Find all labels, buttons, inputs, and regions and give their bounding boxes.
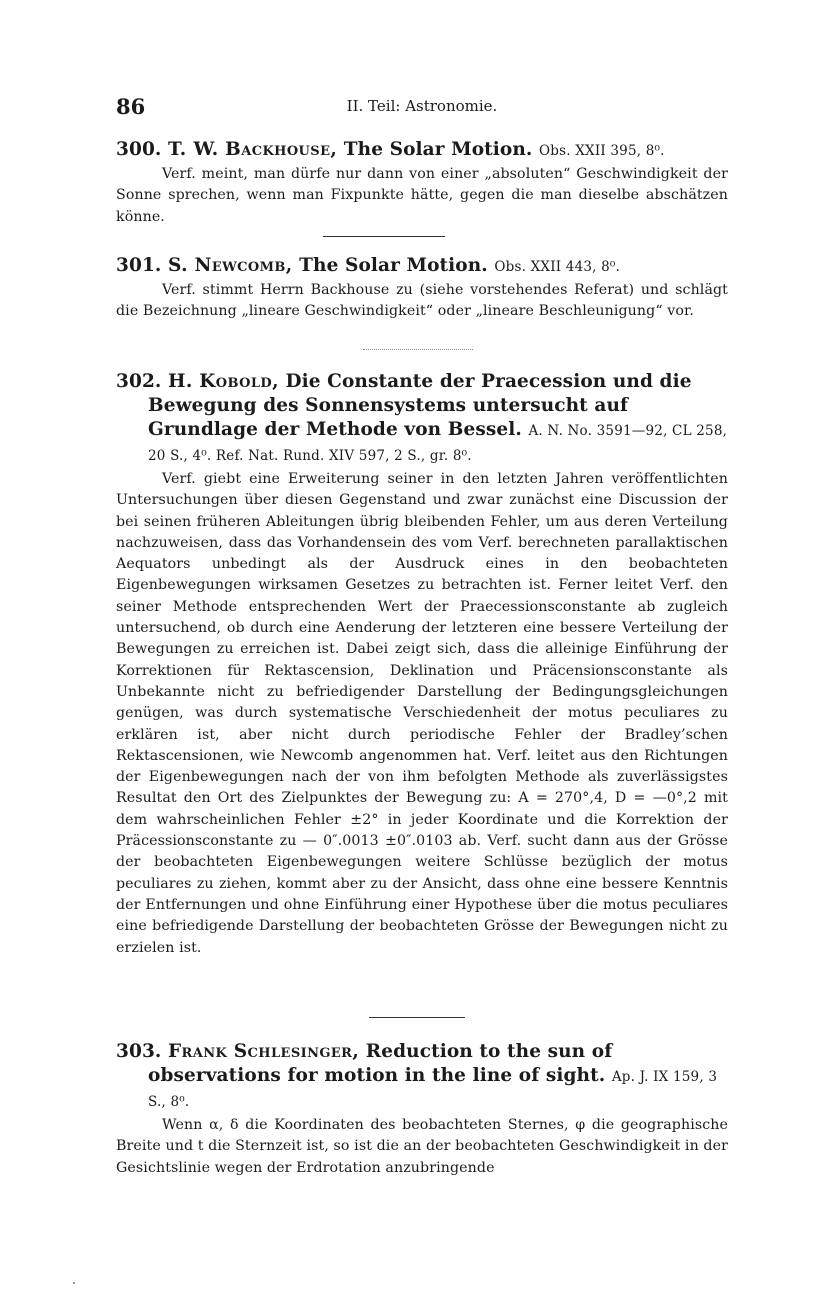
entry-abstract: Verf. stimmt Herrn Backhouse zu (siehe vorstehendes Referat) und schlägt die Bezeichnung „lineare Geschwindigkeit“ oder „lineare Beschleunigung“ vor.	[116, 282, 728, 320]
entry-author-surname: Kobold,	[199, 371, 279, 392]
entry-author-surname: Newcomb,	[194, 255, 293, 276]
entry-author-surname: Backhouse,	[225, 139, 338, 160]
entry-heading	[116, 370, 728, 468]
separator-rule	[363, 349, 473, 350]
separator-rule	[369, 1017, 465, 1018]
entry-abstract: Wenn α, δ die Koordinaten des beobachteten Sternes, φ die geographische Breite und t die Sternzeit ist, so ist die an der beobachteten Geschwindigkeit in der Gesichtslinie wegen der Erdrotation anzubringende	[116, 1117, 728, 1176]
entry-abstract: Verf. meint, man dürfe nur dann von einer „absoluten“ Geschwindigkeit der Sonne sprechen, wenn man Fixpunkte hätte, gegen die man dieselbe abschätzen könne.	[116, 166, 728, 225]
entry-author-initials: S.	[168, 255, 188, 276]
entry-reference: Ap. J. IX 159, 3 S., 8⁰.	[148, 1069, 718, 1110]
entry-abstract: Verf. giebt eine Erweiterung seiner in den letzten Jahren veröffentlichten Untersuchungen über diesen Gegenstand und zwar zunächst eine Discussion der bei seinen früheren Ableitungen übrig bleibenden Fehler, um aus deren Verteilung nachzuweisen, dass das Vorhandensein des vom Verf. berechneten parallaktischen Aequators unbedingt als der Ausdruck eines in den beobachteten Eigenbewegungen wirksamen Gesetzes zu betrachten ist. Ferner leitet Verf. den seiner Methode entsprechenden Wert der Praecessionsconstante ab zugleich untersuchend, ob durch eine Aenderung der letzteren eine bessere Verteilung der Bewegungen zu erreichen ist. Dabei zeigt sich, dass die alleinige Einführung der Korrektionen für Rektascension, Deklination und Präcensionsconstante als Unbekannte nicht zu befriedigender Darstellung der Bedingungsgleichungen genügen, was durch systematische Verschiedenheit der motus peculiares zu erklären ist, aber nicht durch periodische Fehler der Bradley’schen Rektascensionen, wie Newcomb angenommen hat. Verf. leitet aus den Richtungen der Eigenbewegungen nach der von ihm befolgten Methode als zuverlässigstes Resultat den Ort des Zielpunktes der Bewegung zu: A = 270°,4, D = —0°,2 mit dem wahrscheinlichen Fehler ±2° in jeder Koordinate und die Korrektion der Präcessionsconstante zu — 0″.0013 ±0″.0103 ab. Verf. sucht dann aus der Grösse der beobachteten Eigenbewegungen weitere Schlüsse bezüglich der motus peculiares zu ziehen, kommt aber zu der Ansicht, dass ohne eine bessere Kenntnis der Entfernungen und ohne Einführung einer Hypothese über die motus peculiares eine befriedigende Darstellung der beobachteten Grösse der Bewegungen nicht zu erzielen ist.	[116, 471, 728, 956]
entry-303	[116, 1040, 728, 1179]
entry-title: The Solar Motion.	[299, 255, 488, 276]
entry-number: 302.	[116, 371, 162, 392]
print-speck	[73, 1282, 75, 1284]
entry-author-initials: H.	[168, 371, 193, 392]
entry-301	[116, 254, 728, 323]
separator-rule	[323, 236, 445, 237]
entry-number: 300.	[116, 139, 162, 160]
entry-300	[116, 138, 728, 228]
page-number: 86	[116, 94, 146, 119]
entry-title: Die Constante der Praecession und die Bewegung des Sonnensystems untersucht auf Grundlage der Methode von Bessel.	[148, 371, 692, 440]
entry-author-surname: Schlesinger,	[233, 1041, 360, 1062]
entry-reference: Obs. XXII 443, 8⁰.	[494, 259, 621, 275]
entry-heading	[116, 1040, 728, 1114]
running-title: II. Teil: Astronomie.	[346, 97, 498, 115]
entry-302	[116, 370, 728, 959]
entry-number: 303.	[116, 1041, 162, 1062]
entry-author-initials: Frank	[168, 1041, 228, 1062]
entry-title: The Solar Motion.	[343, 139, 533, 160]
entry-heading	[116, 254, 728, 279]
entry-author-initials: T. W.	[168, 139, 219, 160]
entry-heading	[116, 138, 728, 163]
entry-reference: Obs. XXII 395, 8⁰.	[538, 143, 665, 159]
page-header	[116, 94, 728, 120]
entry-title: Reduction to the sun of observations for motion in the line of sight.	[148, 1041, 613, 1086]
entry-reference: A. N. No. 3591—92, CL 258, 20 S., 4⁰. Ref. Nat. Rund. XIV 597, 2 S., gr. 8⁰.	[148, 423, 728, 464]
entry-number: 301.	[116, 255, 162, 276]
